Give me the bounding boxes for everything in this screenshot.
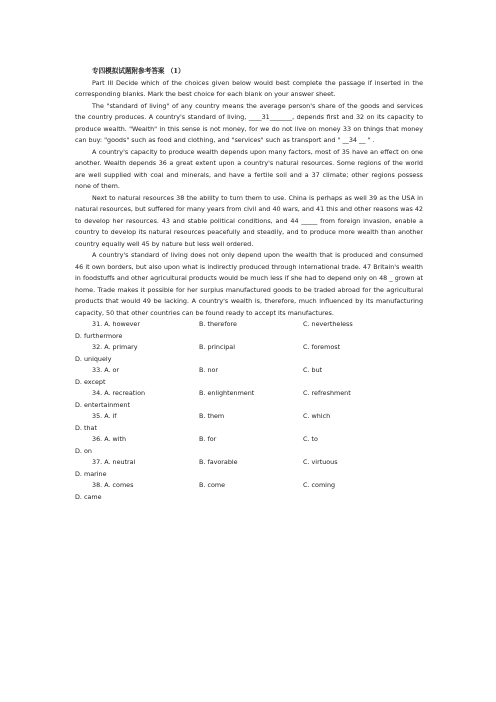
option-b: B. for [199,435,217,443]
option-b: B. favorable [199,458,238,466]
question-31 [75,319,423,342]
paragraph-3: Next to natural resources 38 the ability to turn them to use. China is perhaps as well 39 as the USA in natural resources, but suffered for many years from civil and 40 wars, and 41 this and other reasons was 42 to develop her resources. 43 and stable political conditions, and 44 _____ from foreign invasion, enable a country to develop its natural resources peacefully and steadily, and to produce more wealth than another country equally well 45 by nature but less well ordered. [75,193,423,248]
option-c: C. coming [303,481,336,489]
question-stem: 36. A. with [92,435,127,443]
question-stem: 35. A. if [92,412,117,420]
option-c: C. nevertheless [303,320,353,328]
document-body [75,66,423,503]
question-32 [75,342,423,365]
option-d: D. uniquely [75,354,112,363]
option-c: C. but [303,366,323,374]
option-d: D. that [75,423,97,432]
question-stem: 37. A. neutral [92,458,136,466]
instructions: Part III Decide which of the choices given below would best complete the passage if inserted in the corresponding blanks. Mark the best choice for each blank on your answer sheet. [75,78,423,98]
question-35 [75,411,423,434]
option-d: D. on [75,446,92,455]
option-c: C. which [303,412,331,420]
option-b: B. nor [199,366,219,374]
question-stem: 33. A. or [92,366,120,374]
question-36 [75,434,423,457]
option-c: C. foremost [303,343,341,351]
option-d: D. entertainment [75,400,130,409]
paragraph-4: A country's standard of living does not only depend upon the wealth that is produced and consumed 46 it own borders, but also upon what is indirectly produced through international trade. 47 Britain's wealth in foodstuffs and other agricultural products would be much less if she had to depend only on 48 _ grown at home. Trade makes it possible for her surplus manufactured goods to be traded abroad for the agricultural products that would 49 be lacking. A country's wealth is, therefore, much influenced by its manufacturing capacity, 50 that other countries can be found ready to accept its manufactures. [75,251,423,317]
paragraph-1: The "standard of living" of any country means the average person's share of the goods and services the country produces. A country's standard of living, ____31_______, depends first and 32 on its capacity to produce wealth. "Wealth" in this sense is not money, for we do not live on money 33 on things that money can buy: "goods" such as food and clothing, and "services" such as transport and " __34 __ " . [75,101,423,144]
question-stem: 32. A. primary [92,343,138,351]
option-c: C. to [303,435,318,443]
paragraph-2: A country's capacity to produce wealth depends upon many factors, most of 35 have an effect on one another. Wealth depends 36 a great extent upon a country's natural resources. Some regions of the world are well supplied with coal and minerals, and have a fertile soil and a 37 climate; other regions possess none of them. [75,147,423,190]
option-d: D. came [75,492,102,501]
option-d: D. furthermore [75,331,123,340]
option-b: B. enlightenment [199,389,255,397]
option-d: D. marine [75,469,107,478]
option-b: B. principal [199,343,235,351]
question-34 [75,388,423,411]
question-list [75,319,423,503]
page-title: 专四模拟试题附参考答案 （1） [92,67,185,75]
option-b: B. them [199,412,225,420]
option-b: B. come [199,481,226,489]
question-37 [75,457,423,480]
question-stem: 34. A. recreation [92,389,146,397]
question-33 [75,365,423,388]
option-c: C. refreshment [303,389,351,397]
option-d: D. except [75,377,106,386]
option-b: B. therefore [199,320,237,328]
question-stem: 31. A. however [92,320,140,328]
question-38 [75,480,423,503]
option-c: C. virtuous [303,458,338,466]
question-stem: 38. A. comes [92,481,134,489]
